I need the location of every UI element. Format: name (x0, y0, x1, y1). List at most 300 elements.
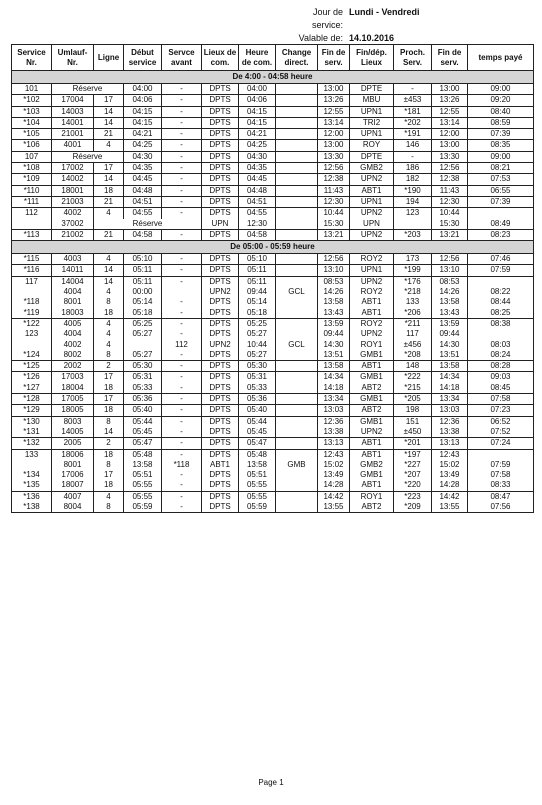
table-cell: 07:59 (468, 265, 534, 276)
table-cell (124, 340, 162, 350)
table-cell: 13:00 (318, 140, 350, 151)
table-row (12, 229, 534, 240)
table-cell: - (162, 350, 202, 361)
table-cell: 08:53 (318, 276, 350, 287)
table-cell: - (162, 372, 202, 383)
table-cell: 05:27 (239, 350, 276, 361)
table-cell: 04:21 (124, 129, 162, 140)
table-cell (276, 427, 318, 438)
table-cell: - (162, 151, 202, 162)
table-cell: 12:00 (432, 129, 468, 140)
table-cell (468, 208, 534, 219)
table-cell: 21 (94, 196, 124, 207)
table-cell: *132 (12, 438, 52, 449)
table-cell: 18004 (52, 383, 94, 394)
table-cell: DPTS (202, 163, 239, 174)
table-cell: 05:51 (124, 470, 162, 480)
table-cell: - (162, 129, 202, 140)
table-cell: 06:55 (468, 185, 534, 196)
table-cell: GMB2 (350, 163, 394, 174)
table-cell (276, 140, 318, 151)
table-cell: 14 (94, 265, 124, 276)
table-cell: DPTS (202, 318, 239, 329)
table-cell: DPTS (202, 405, 239, 416)
table-cell: 4 (94, 491, 124, 502)
table-cell: *197 (394, 449, 432, 460)
table-cell: 13:58 (432, 297, 468, 307)
table-cell: 13:43 (432, 308, 468, 319)
table-cell: 05:33 (239, 383, 276, 394)
table-cell: 13:49 (432, 470, 468, 480)
table-cell: *126 (12, 372, 52, 383)
table-cell: 10:44 (318, 208, 350, 219)
table-cell: - (162, 106, 202, 117)
table-cell: *220 (394, 480, 432, 491)
table-cell: 13:55 (432, 502, 468, 513)
table-cell (276, 318, 318, 329)
table-cell: 8002 (52, 350, 94, 361)
table-cell: *209 (394, 502, 432, 513)
table-cell (394, 219, 432, 230)
table-cell: 8 (94, 350, 124, 361)
table-row (12, 129, 534, 140)
table-cell: 04:15 (239, 106, 276, 117)
table-cell: 05:33 (124, 383, 162, 394)
table-cell: 11:43 (432, 185, 468, 196)
table-cell: *118 (162, 460, 202, 470)
table-cell: *105 (12, 129, 52, 140)
table-cell: 14:42 (432, 491, 468, 502)
table-cell: 05:25 (239, 318, 276, 329)
table-cell: 04:58 (239, 229, 276, 240)
table-row (12, 254, 534, 265)
table-cell: 05:51 (239, 470, 276, 480)
table-cell: 21 (94, 129, 124, 140)
table-cell: 05:31 (124, 372, 162, 383)
table-cell (276, 405, 318, 416)
table-cell: 05:36 (239, 394, 276, 405)
table-row (12, 460, 534, 470)
table-cell: - (162, 95, 202, 106)
table-cell: 04:51 (124, 196, 162, 207)
table-cell: 04:45 (239, 174, 276, 185)
table-cell: 18 (94, 405, 124, 416)
table-cell: 10:44 (432, 208, 468, 219)
table-cell: 08:21 (468, 163, 534, 174)
table-cell: *207 (394, 470, 432, 480)
table-row (12, 427, 534, 438)
table-cell: ROY1 (350, 340, 394, 350)
table-cell (276, 372, 318, 383)
table-cell: 4 (94, 254, 124, 265)
table-cell: 07:58 (468, 470, 534, 480)
table-cell: 07:56 (468, 502, 534, 513)
table-cell: 14001 (52, 117, 94, 128)
table-cell: 05:11 (239, 276, 276, 287)
table-cell: 05:25 (124, 318, 162, 329)
table-cell: ROY (350, 140, 394, 151)
table-cell: 13:34 (432, 394, 468, 405)
table-cell (276, 361, 318, 372)
table-cell: DPTS (202, 229, 239, 240)
table-cell: 12:00 (318, 129, 350, 140)
table-cell: 13:00 (318, 84, 350, 95)
table-cell: GMB1 (350, 470, 394, 480)
col-header-service-nr: Service Nr. (12, 45, 52, 71)
table-cell: 17003 (52, 372, 94, 383)
table-cell: 08:35 (468, 140, 534, 151)
table-cell: - (162, 449, 202, 460)
table-cell: 05:11 (124, 265, 162, 276)
table-cell: 13:38 (318, 427, 350, 438)
table-cell: DPTS (202, 329, 239, 339)
table-cell (276, 95, 318, 106)
table-cell: GMB2 (350, 460, 394, 470)
table-cell: 21001 (52, 129, 94, 140)
table-cell: 18 (94, 383, 124, 394)
table-cell: 04:55 (124, 208, 162, 219)
table-cell (276, 394, 318, 405)
col-header-fin-dep-lieux: Fin/dép. Lieux (350, 45, 394, 71)
table-cell (276, 491, 318, 502)
table-cell (276, 329, 318, 339)
service-day-value: Lundi - Vendredi (349, 7, 420, 17)
table-cell: 4003 (52, 254, 94, 265)
table-row (12, 470, 534, 480)
table-cell: 04:00 (124, 84, 162, 95)
table-cell: 13:26 (432, 95, 468, 106)
table-cell: 146 (394, 140, 432, 151)
table-cell: DPTS (202, 394, 239, 405)
table-cell: 4001 (52, 140, 94, 151)
table-cell: 04:48 (124, 185, 162, 196)
col-header-change-direct: Change direct. (276, 45, 318, 71)
section-title: De 05:00 - 05:59 heure (12, 241, 534, 254)
table-cell: ABT1 (202, 460, 239, 470)
table-cell: *108 (12, 163, 52, 174)
table-cell: 18 (94, 480, 124, 491)
table-cell: GCL (276, 287, 318, 297)
table-cell: *129 (12, 405, 52, 416)
table-cell: 12:38 (432, 174, 468, 185)
table-cell: 04:58 (124, 229, 162, 240)
table-cell: 15:30 (432, 219, 468, 230)
table-cell (276, 219, 318, 230)
table-cell: 14002 (52, 174, 94, 185)
table-cell: 13:58 (318, 297, 350, 307)
table-cell: DPTS (202, 95, 239, 106)
table-cell (276, 308, 318, 319)
table-cell: - (162, 174, 202, 185)
page-footer: Page 1 (258, 778, 284, 787)
table-cell: 05:47 (124, 438, 162, 449)
table-cell (276, 449, 318, 460)
table-cell: 4004 (52, 287, 94, 297)
table-cell (276, 470, 318, 480)
table-cell: 8001 (52, 460, 94, 470)
table-cell: 12:36 (432, 416, 468, 427)
table-cell: 10:44 (239, 340, 276, 350)
table-cell: 05:27 (124, 350, 162, 361)
table-cell: 08:28 (468, 361, 534, 372)
table-cell: 123 (12, 329, 52, 339)
table-cell: - (162, 427, 202, 438)
table-cell (162, 287, 202, 297)
table-cell: 05:27 (124, 329, 162, 339)
table-cell: 14 (94, 106, 124, 117)
table-row (12, 394, 534, 405)
document-header (286, 6, 420, 45)
table-cell: DPTS (202, 480, 239, 491)
table-cell: 37002 (52, 219, 94, 230)
table-cell (276, 438, 318, 449)
table-row (12, 265, 534, 276)
table-cell: ROY2 (350, 254, 394, 265)
table-row (12, 219, 534, 230)
table-cell: UPN2 (202, 340, 239, 350)
table-cell: 12:56 (318, 254, 350, 265)
table-cell: 4 (94, 340, 124, 350)
table-cell: DPTS (202, 449, 239, 460)
table-cell: 07:53 (468, 174, 534, 185)
table-cell: 04:06 (124, 95, 162, 106)
table-cell: 13:26 (318, 95, 350, 106)
table-cell: - (162, 383, 202, 394)
table-cell (276, 174, 318, 185)
table-cell: 4002 (52, 340, 94, 350)
table-cell: 18 (94, 308, 124, 319)
table-cell: *215 (394, 383, 432, 394)
table-cell: 04:25 (239, 140, 276, 151)
table-cell: *203 (394, 229, 432, 240)
table-cell: 17 (94, 372, 124, 383)
table-cell: 133 (394, 297, 432, 307)
table-cell: 17005 (52, 394, 94, 405)
table-cell: 05:48 (124, 449, 162, 460)
table-cell: 07:39 (468, 196, 534, 207)
table-cell: Réserve (52, 84, 124, 95)
table-cell: - (162, 361, 202, 372)
table-cell: *227 (394, 460, 432, 470)
table-cell: 04:55 (239, 208, 276, 219)
table-cell: 12:43 (432, 449, 468, 460)
section-title: De 4:00 - 04:58 heure (12, 71, 534, 84)
table-cell: UPN2 (350, 208, 394, 219)
table-cell: 09:00 (468, 151, 534, 162)
table-cell: UPN1 (350, 106, 394, 117)
table-cell: *118 (12, 297, 52, 307)
table-cell: 12:30 (432, 196, 468, 207)
table-cell: UPN (350, 219, 394, 230)
table-cell: DPTS (202, 140, 239, 151)
table-cell: 08:40 (468, 106, 534, 117)
table-cell: 14 (94, 427, 124, 438)
table-cell: 09:44 (432, 329, 468, 339)
table-cell: ABT1 (350, 361, 394, 372)
table-cell: 08:59 (468, 117, 534, 128)
table-cell: 04:15 (239, 117, 276, 128)
table-cell: 04:35 (124, 163, 162, 174)
table-cell: GMB1 (350, 372, 394, 383)
table-cell (276, 383, 318, 394)
table-cell: 13:10 (432, 265, 468, 276)
table-cell: UPN2 (350, 276, 394, 287)
table-cell: 18005 (52, 405, 94, 416)
table-cell: *111 (12, 196, 52, 207)
table-cell: 09:20 (468, 95, 534, 106)
table-cell: 14004 (52, 276, 94, 287)
table-cell: 05:59 (239, 502, 276, 513)
table-cell: DPTS (202, 254, 239, 265)
table-cell: *181 (394, 106, 432, 117)
table-cell: 18007 (52, 480, 94, 491)
table-cell: 14:30 (318, 340, 350, 350)
table-cell: 198 (394, 405, 432, 416)
table-cell: 07:46 (468, 254, 534, 265)
table-cell: 05:14 (239, 297, 276, 307)
table-cell: *122 (12, 318, 52, 329)
table-cell (276, 117, 318, 128)
table-cell: 14:30 (432, 340, 468, 350)
table-cell: 06:52 (468, 416, 534, 427)
table-cell: UPN (202, 219, 239, 230)
table-cell: - (162, 502, 202, 513)
table-cell: 04:45 (124, 174, 162, 185)
table-row (12, 95, 534, 106)
table-cell: 05:14 (124, 297, 162, 307)
table-cell: 08:53 (432, 276, 468, 287)
table-cell: GMB1 (350, 394, 394, 405)
table-cell: ±453 (394, 95, 432, 106)
table-cell: DPTS (202, 372, 239, 383)
table-cell: - (162, 196, 202, 207)
table-cell: 05:47 (239, 438, 276, 449)
table-cell: DPTS (202, 470, 239, 480)
table-cell: DPTS (202, 297, 239, 307)
table-cell: 17 (94, 163, 124, 174)
col-header-umlauf-nr: Umlauf-Nr. (52, 45, 94, 71)
table-cell: 09:44 (318, 329, 350, 339)
table-cell (276, 196, 318, 207)
table-cell: 17002 (52, 163, 94, 174)
table-cell: 05:55 (239, 491, 276, 502)
table-cell: 117 (394, 329, 432, 339)
table-row (12, 276, 534, 287)
table-cell: 4 (94, 329, 124, 339)
table-cell (276, 106, 318, 117)
table-cell (276, 229, 318, 240)
table-cell: 14:26 (432, 287, 468, 297)
table-cell: 151 (394, 416, 432, 427)
col-header-fin-serv-2: Fin de serv. (432, 45, 468, 71)
table-cell: 05:55 (124, 491, 162, 502)
table-cell: 13:30 (432, 151, 468, 162)
table-cell: 04:06 (239, 95, 276, 106)
table-cell: - (162, 297, 202, 307)
table-cell: *190 (394, 185, 432, 196)
table-cell: ABT2 (350, 502, 394, 513)
table-cell: 13:03 (318, 405, 350, 416)
table-cell: 05:10 (239, 254, 276, 265)
table-cell: 08:03 (468, 340, 534, 350)
table-cell: 13:00 (432, 84, 468, 95)
table-cell: - (162, 265, 202, 276)
table-cell (276, 297, 318, 307)
table-cell: DPTS (202, 151, 239, 162)
table-cell: 13:14 (432, 117, 468, 128)
table-cell: UPN2 (350, 329, 394, 339)
table-cell: *135 (12, 480, 52, 491)
table-cell: 13:10 (318, 265, 350, 276)
table-cell: *206 (394, 308, 432, 319)
table-row (12, 174, 534, 185)
table-cell: 05:44 (239, 416, 276, 427)
table-cell: 2002 (52, 361, 94, 372)
table-cell: - (162, 185, 202, 196)
table-cell: - (162, 140, 202, 151)
table-row (12, 140, 534, 151)
table-cell: 04:00 (239, 84, 276, 95)
table-cell: 12:30 (239, 219, 276, 230)
table-cell: 148 (394, 361, 432, 372)
table-cell: 08:33 (468, 480, 534, 491)
table-cell: 18001 (52, 185, 94, 196)
table-cell: *106 (12, 140, 52, 151)
table-cell: 07:39 (468, 129, 534, 140)
table-cell: 08:47 (468, 491, 534, 502)
table-cell: DPTS (202, 185, 239, 196)
table-cell: 17 (94, 470, 124, 480)
table-cell (276, 276, 318, 287)
table-cell: 05:40 (239, 405, 276, 416)
section-header-row (12, 241, 534, 254)
table-cell: 08:45 (468, 383, 534, 394)
table-cell: 14:42 (318, 491, 350, 502)
table-cell: 13:13 (318, 438, 350, 449)
table-cell: 8003 (52, 416, 94, 427)
table-cell: 04:48 (239, 185, 276, 196)
table-row (12, 372, 534, 383)
table-cell: 13:51 (432, 350, 468, 361)
table-cell: Réserve (94, 219, 202, 230)
table-cell: *113 (12, 229, 52, 240)
table-cell: *128 (12, 394, 52, 405)
table-cell: *205 (394, 394, 432, 405)
table-cell (276, 151, 318, 162)
table-cell: 05:30 (124, 361, 162, 372)
table-cell: DPTS (202, 438, 239, 449)
table-cell: 04:15 (124, 106, 162, 117)
table-cell: 14:18 (432, 383, 468, 394)
table-cell (276, 502, 318, 513)
col-header-temps-paye: temps payé (468, 45, 534, 71)
table-cell: 13:03 (432, 405, 468, 416)
table-cell: DPTS (202, 208, 239, 219)
table-cell: 11:43 (318, 185, 350, 196)
table-row (12, 480, 534, 491)
table-cell: 04:30 (239, 151, 276, 162)
table-cell: 8001 (52, 297, 94, 307)
table-cell: GMB (276, 460, 318, 470)
table-cell (276, 480, 318, 491)
table-cell: 17 (94, 394, 124, 405)
table-cell: DPTS (202, 84, 239, 95)
table-cell: *136 (12, 491, 52, 502)
table-cell: 09:03 (468, 372, 534, 383)
table-cell: 117 (12, 276, 52, 287)
table-cell: 05:45 (239, 427, 276, 438)
table-cell: 05:18 (124, 308, 162, 319)
